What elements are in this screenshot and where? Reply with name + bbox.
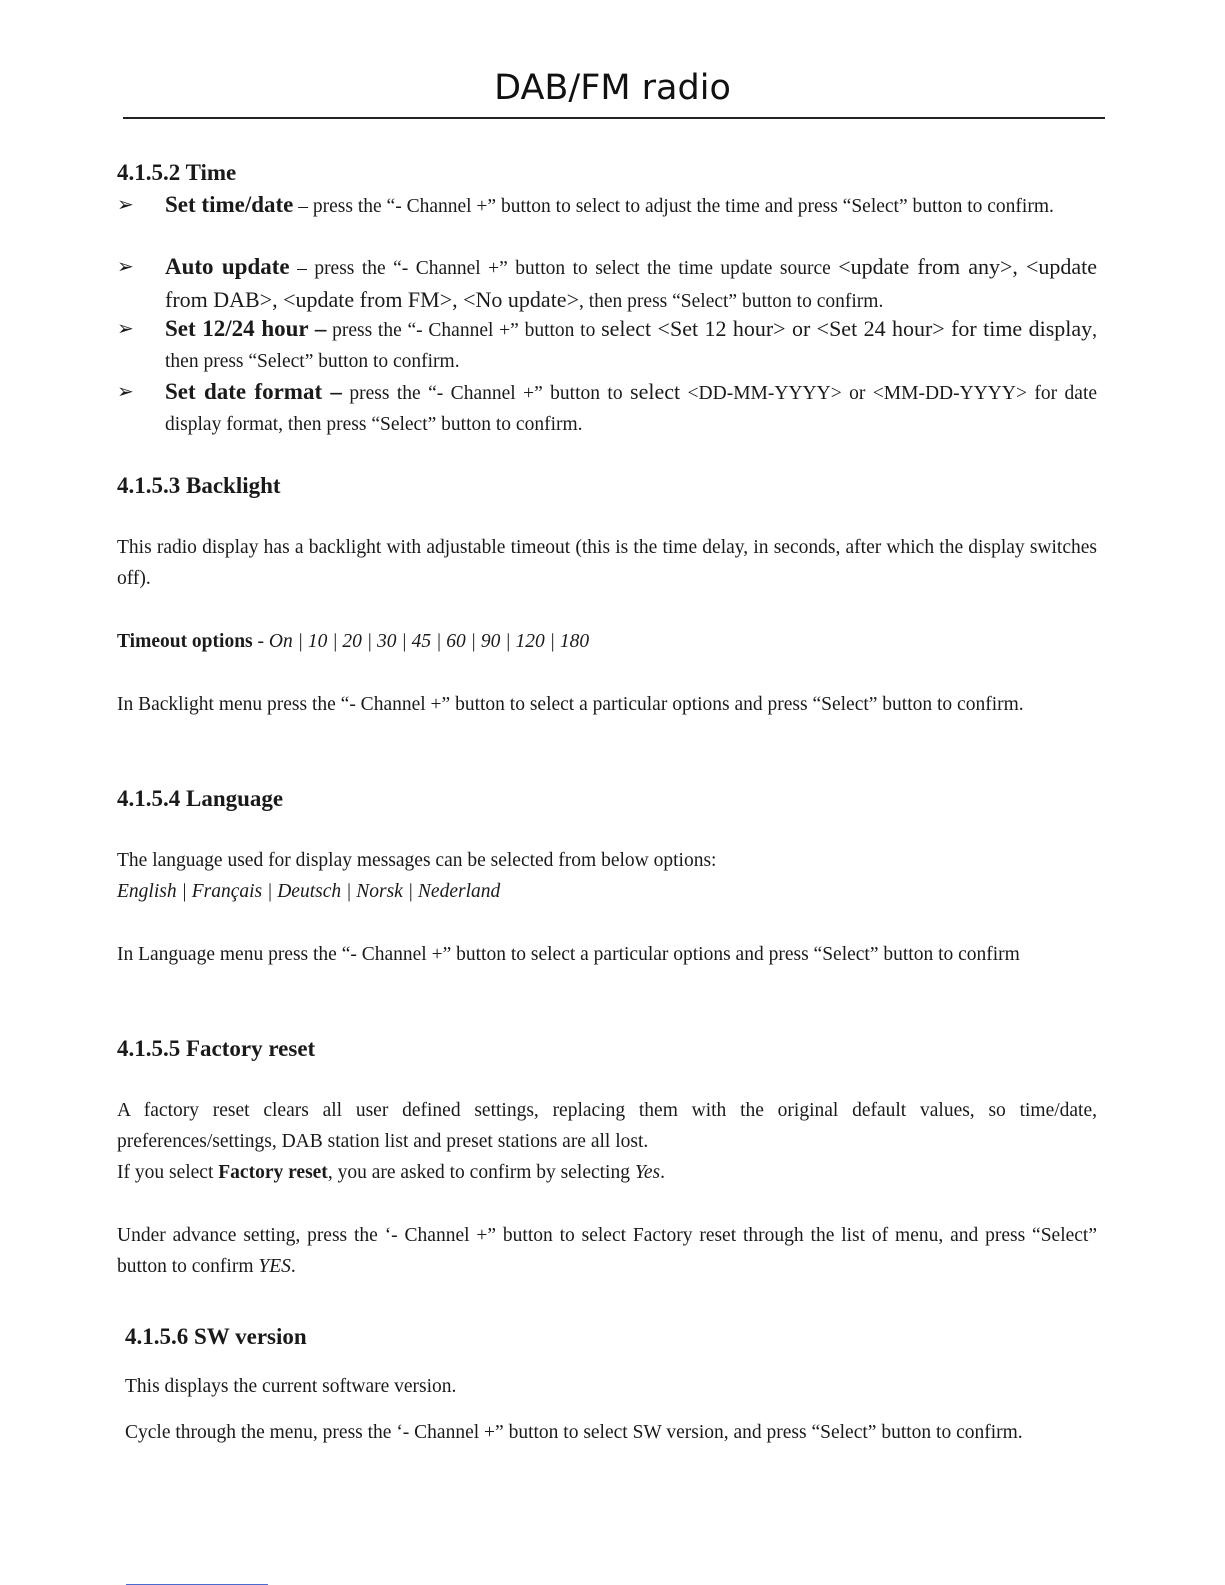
title-divider	[123, 117, 1105, 119]
bullet-body: press the “- Channel +” button to	[349, 383, 631, 404]
backlight-intro: This radio display has a backlight with adjustable timeout (this is the time delay, in seconds, after which the display switches off).	[117, 537, 1097, 589]
bullet-lead: Set date format –	[165, 379, 342, 404]
yes-term: YES	[258, 1256, 291, 1277]
factory-reset-term: Factory reset	[218, 1162, 328, 1183]
timeout-values: On | 10 | 20 | 30 | 45 | 60 | 90 | 120 | 180	[268, 631, 590, 652]
note-text: If you select	[117, 1162, 219, 1183]
bullet-text	[165, 313, 1097, 377]
language-intro: The language used for display messages can be selected from below options:	[117, 850, 717, 871]
bullet-text	[165, 189, 1097, 222]
bullet-text	[165, 251, 1097, 317]
instruction-text: Under advance setting, press the ‘- Channel +” button to select Factory reset through the list of menu, and press “Select” button to confirm	[117, 1225, 1097, 1277]
factory-instruction	[117, 1220, 1097, 1282]
bullet-lead: Set time/date	[165, 192, 294, 217]
factory-select-note	[117, 1157, 1097, 1188]
instruction-text: .	[290, 1256, 296, 1277]
section-heading-factory-reset: 4.1.5.5 Factory reset	[117, 1036, 316, 1061]
arrow-bullet-icon: ➢	[117, 379, 134, 403]
section-heading-sw-version: 4.1.5.6 SW version	[125, 1324, 307, 1349]
language-options: English | Français | Deutsch | Norsk | Nederland	[117, 881, 501, 902]
section-heading-backlight: 4.1.5.3 Backlight	[117, 473, 281, 498]
bullet-body: press the “- Channel +” button to select the time update source	[314, 258, 839, 279]
section-heading-language: 4.1.5.4 Language	[117, 786, 284, 811]
page-title: DAB/FM radio	[494, 68, 731, 108]
language-instruction: In Language menu press the “- Channel +” button to select a particular options and press “Select” button to confirm	[117, 944, 1020, 965]
bullet-body-end: <DD-MM-YYYY> or <MM-DD-YYYY> for date display format, then press “Select” button to confirm.	[165, 383, 1098, 435]
arrow-bullet-icon: ➢	[117, 192, 134, 216]
backlight-instruction: In Backlight menu press the “- Channel +” button to select a particular options and press “Select” button to confirm.	[117, 694, 1024, 715]
bullet-lead: Set 12/24 hour –	[165, 316, 327, 341]
bullet-text	[165, 376, 1097, 440]
bullet-separator: –	[293, 196, 313, 217]
bullet-body-end: , then press “Select” button to confirm.	[578, 291, 884, 312]
bullet-body: press the “- Channel +” button to	[332, 320, 602, 341]
bullet-body-end: , then press “Select” button to confirm.	[165, 320, 1098, 372]
timeout-options	[117, 626, 1097, 657]
bullet-lead: Auto update	[165, 254, 290, 279]
yes-term: Yes	[634, 1162, 661, 1183]
factory-intro: A factory reset clears all user defined settings, replacing them with the original default values, so time/date, preferences/settings, DAB station list and preset stations are all lost.	[117, 1100, 1097, 1152]
section-heading-time: 4.1.5.2 Time	[117, 160, 237, 185]
sw-instruction: Cycle through the menu, press the ‘- Channel +” button to select SW version, and press “Select” button to confirm.	[125, 1422, 1023, 1443]
bullet-options: <update from any>, <update from DAB>, <update from FM>, <No update>	[165, 254, 1097, 312]
sw-intro: This displays the current software version.	[125, 1376, 457, 1397]
note-text: , you are asked to confirm by selecting	[327, 1162, 635, 1183]
bullet-options: select <Set 12 hour> or <Set 24 hour> for time display	[601, 316, 1093, 341]
timeout-label: Timeout options	[117, 631, 253, 652]
arrow-bullet-icon: ➢	[117, 316, 134, 340]
bullet-separator: –	[289, 258, 315, 279]
bullet-body: press the “- Channel +” button to select to adjust the time and press “Select” button to confirm.	[312, 196, 1054, 217]
bullet-options: select	[630, 379, 681, 404]
note-text: .	[660, 1162, 666, 1183]
arrow-bullet-icon: ➢	[117, 254, 134, 278]
timeout-separator: -	[252, 631, 269, 652]
